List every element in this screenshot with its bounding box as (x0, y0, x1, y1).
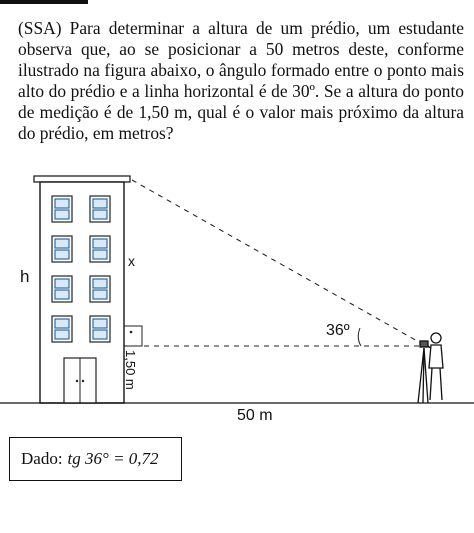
building-figure (0, 168, 474, 430)
window (52, 236, 72, 262)
sight-line (132, 180, 426, 346)
building-roof (34, 176, 130, 182)
label-eye-height: 1,50 m (123, 350, 138, 390)
angle-arc (358, 328, 361, 346)
observer-figure (418, 333, 443, 403)
building-door (64, 358, 96, 403)
window (52, 196, 72, 222)
label-x: x (128, 253, 135, 269)
label-angle: 36º (326, 322, 350, 339)
given-box (9, 437, 182, 481)
given-prefix: Dado: (21, 449, 63, 468)
window (90, 316, 110, 342)
window (52, 316, 72, 342)
window (90, 236, 110, 262)
window (90, 276, 110, 302)
right-angle-marker (124, 326, 142, 346)
label-h: h (20, 267, 30, 286)
window (52, 276, 72, 302)
given-formula: tg 36° = 0,72 (67, 449, 159, 468)
top-rule (0, 0, 88, 4)
window (90, 196, 110, 222)
question-text: (SSA) Para determinar a altura de um prédio, um estudante observa que, ao se posicionar a 50 metros deste, conforme ilustrado na figura abaixo, o ângulo formado entre o ponto mais alto do prédio e a linha horizontal é de 30º. Se a altura do ponto de medição é de 1,50 m, qual é o valor mais próximo da altura do prédio, em metros? (18, 18, 464, 143)
label-distance: 50 m (237, 407, 273, 424)
